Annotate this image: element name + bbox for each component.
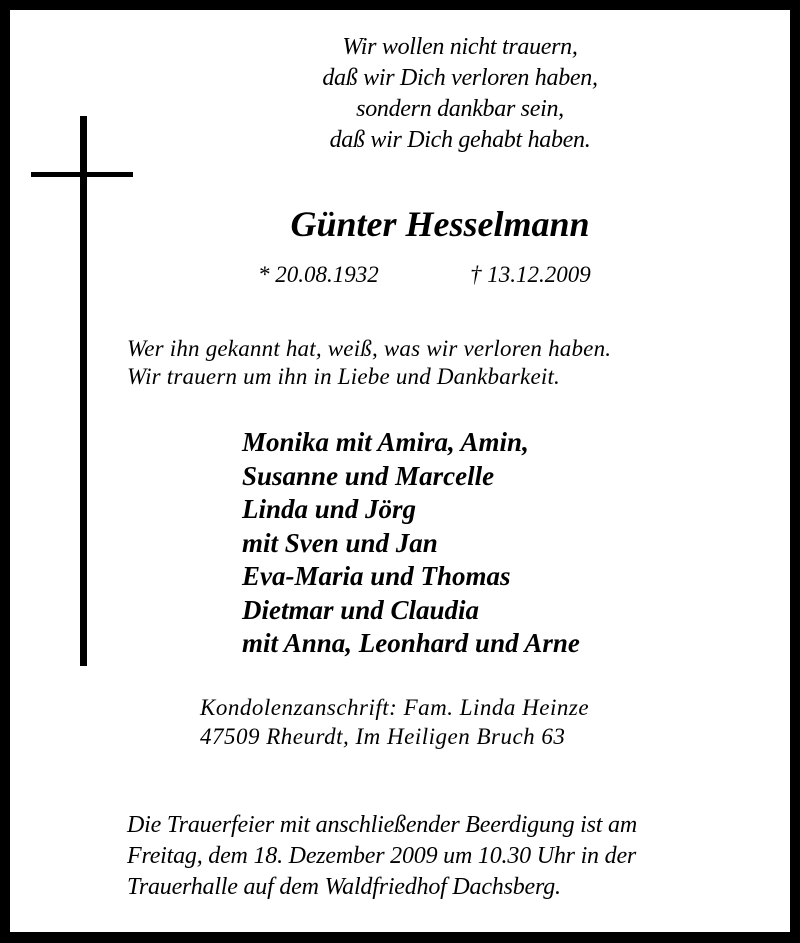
funeral-line: Trauerhalle auf dem Waldfriedhof Dachsberg. bbox=[127, 874, 561, 900]
address-line: 47509 Rheurdt, Im Heiligen Bruch 63 bbox=[200, 724, 566, 749]
opening-poem bbox=[190, 32, 730, 156]
poem-line: Wir wollen nicht trauern, bbox=[342, 34, 578, 60]
obituary-frame bbox=[10, 10, 790, 932]
death-date: † 13.12.2009 bbox=[470, 262, 591, 287]
cross-horizontal-bar bbox=[31, 172, 133, 177]
funeral-line: Freitag, dem 18. Dezember 2009 um 10.30 Uhr in der bbox=[127, 843, 637, 869]
birth-date: * 20.08.1932 bbox=[258, 262, 379, 287]
deceased-name: Günter Hesselmann bbox=[290, 204, 590, 244]
funeral-line: Die Trauerfeier mit anschließender Beerdigung ist am bbox=[127, 812, 637, 838]
family-line: Monika mit Amira, Amin, bbox=[242, 427, 529, 457]
family-line: Linda und Jörg bbox=[242, 494, 417, 524]
family-line: Eva-Maria und Thomas bbox=[242, 561, 511, 591]
mourning-line: Wir trauern um ihn in Liebe und Dankbarkeit. bbox=[127, 364, 560, 389]
family-line: mit Sven und Jan bbox=[242, 527, 438, 558]
mourning-text bbox=[127, 335, 767, 391]
cross-vertical-bar bbox=[80, 116, 87, 666]
funeral-notice bbox=[127, 810, 787, 903]
condolence-address bbox=[200, 693, 720, 751]
family-line: Susanne und Marcelle bbox=[242, 460, 495, 491]
poem-line: daß wir Dich verloren haben, bbox=[322, 65, 598, 91]
poem-line: sondern dankbar sein, bbox=[356, 96, 564, 122]
family-line: Dietmar und Claudia bbox=[242, 594, 480, 625]
mourning-line: Wer ihn gekannt hat, weiß, was wir verloren haben. bbox=[127, 336, 612, 361]
address-line: Kondolenzanschrift: Fam. Linda Heinze bbox=[200, 695, 590, 720]
family-list bbox=[242, 426, 722, 661]
family-line: mit Anna, Leonhard und Arne bbox=[242, 628, 580, 658]
poem-line: daß wir Dich gehabt haben. bbox=[329, 127, 591, 153]
